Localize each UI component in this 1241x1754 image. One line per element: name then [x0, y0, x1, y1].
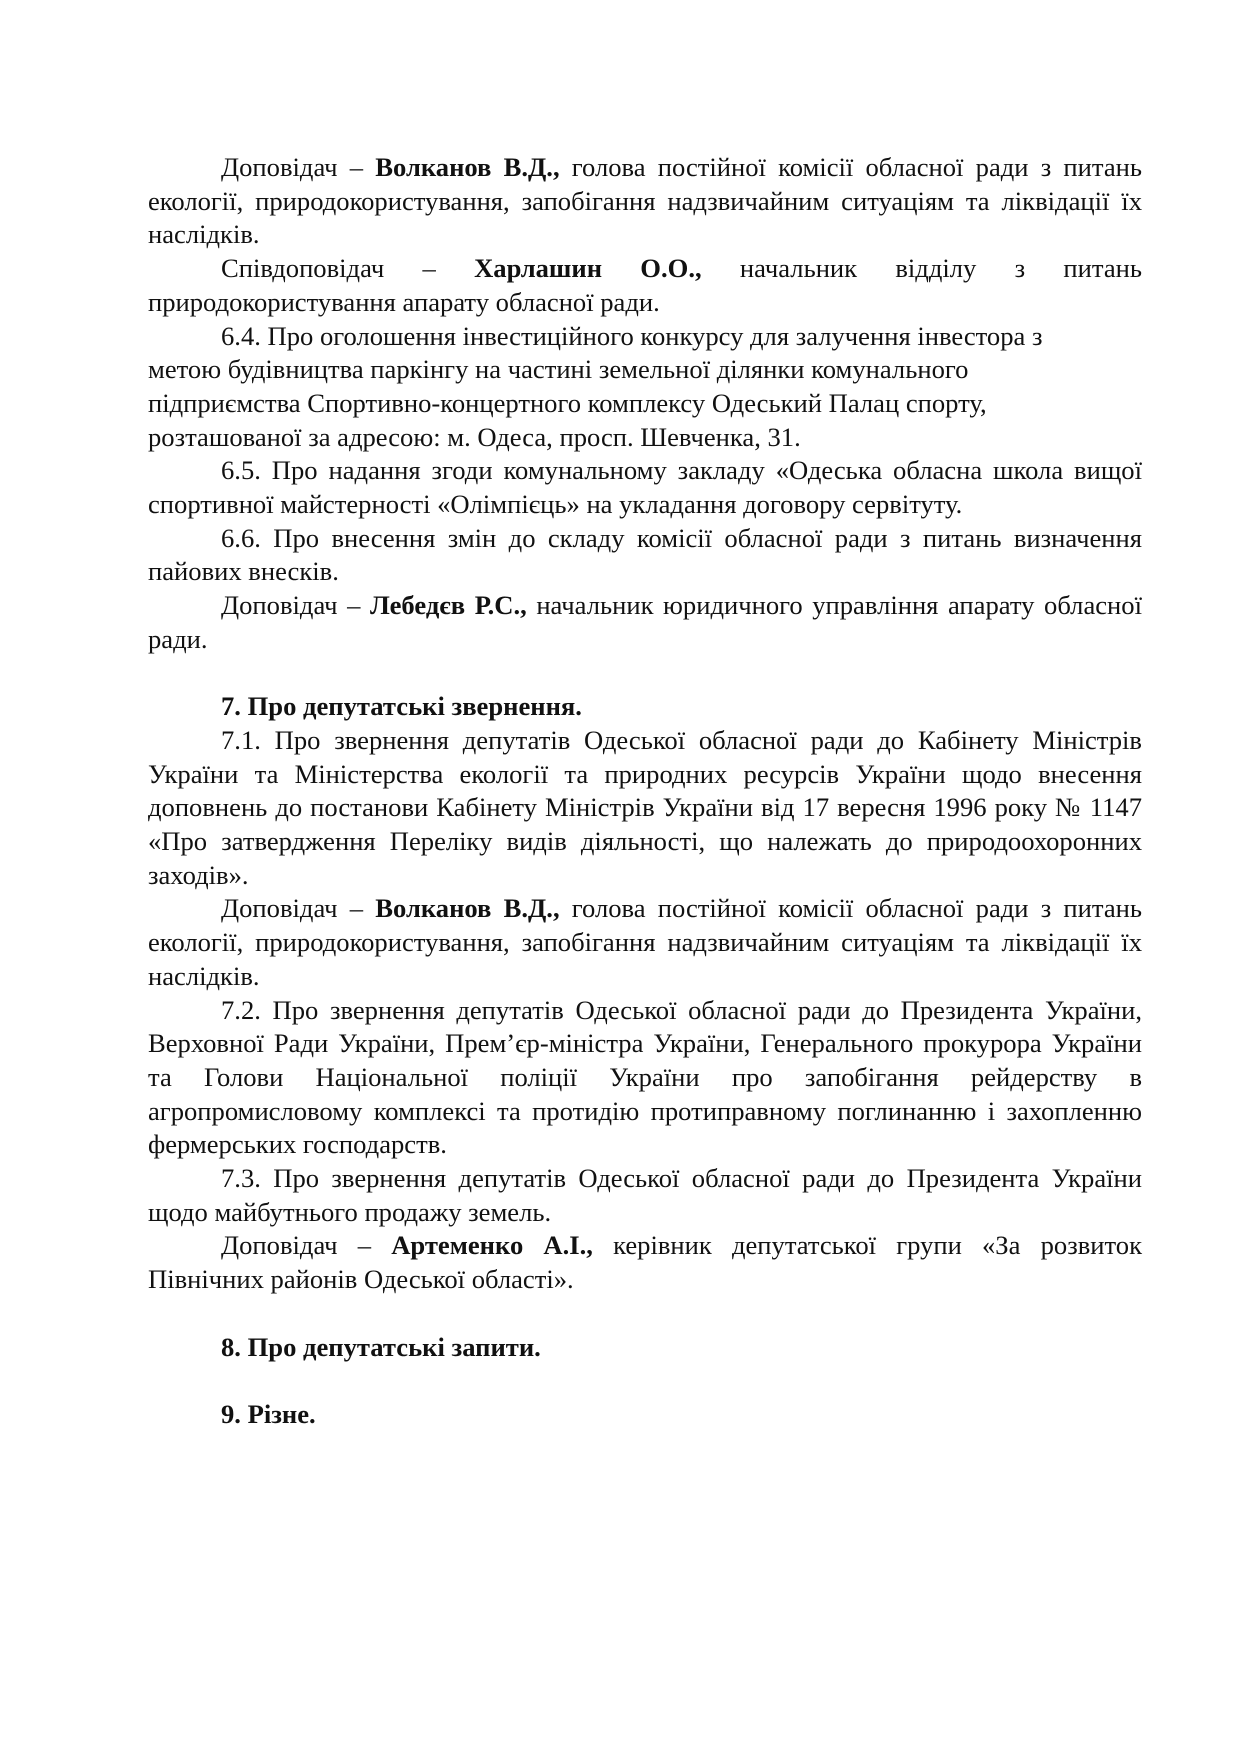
speaker-prefix: Доповідач –	[221, 152, 376, 182]
speaker-name: Волканов В.Д.,	[375, 893, 560, 924]
speaker-name: Волканов В.Д.,	[375, 152, 560, 182]
speaker-role: голова постійної комісії обласної ради з питань екології, природокористування, запобігання надзвичайним ситуаціям та ліквідації їх наслідків.	[148, 152, 1142, 250]
agenda-item-6-6: 6.6. Про внесення змін до складу комісії обласної ради з питань визначення пайових внесків.	[148, 522, 1142, 587]
section-heading-7: 7. Про депутатські звернення.	[221, 691, 582, 722]
section-heading-8: 8. Про депутатські запити.	[221, 1331, 541, 1362]
speaker-paragraph-lebediev	[148, 589, 1142, 656]
speaker-role: керівник депутатської групи «За розвиток Північних районів Одеської області».	[148, 1230, 1142, 1295]
agenda-item-line: метою будівництва паркінгу на частині земельної ділянки комунального	[148, 354, 969, 385]
speaker-prefix: Доповідач –	[221, 1230, 392, 1261]
speaker-prefix: Співдоповідач –	[221, 253, 475, 284]
agenda-item-7-2: 7.2. Про звернення депутатів Одеської обласної ради до Президента України, Верховної Ради України, Прем’єр-міністра України, Генерального прокурора України та Голови Національної поліції України про запобігання рейдерству в агропромисловому комплексі та протидію протиправному поглинанню і захопленню фермерських господарств.	[148, 994, 1142, 1160]
agenda-item-6-4	[148, 320, 1142, 455]
agenda-item-6-5: 6.5. Про надання згоди комунальному закладу «Одеська обласна школа вищої спортивної майстерності «Олімпієць» на укладання договору сервітуту.	[148, 455, 1142, 520]
spacer	[148, 1297, 1142, 1331]
co-speaker-paragraph-kharlashyn	[148, 252, 1142, 319]
agenda-item-line: розташованої за адресою: м. Одеса, просп. Шевченка, 31.	[148, 421, 801, 452]
agenda-item-line: 6.4. Про оголошення інвестиційного конкурсу для залучення інвестора з	[221, 320, 1043, 351]
spacer	[148, 1364, 1142, 1398]
speaker-name: Лебедєв Р.С.,	[369, 590, 527, 621]
agenda-item-line: підприємства Спортивно-концертного комплексу Одеський Палац спорту,	[148, 387, 987, 418]
section-heading-9: 9. Різне.	[221, 1398, 316, 1429]
spacer	[148, 657, 1142, 691]
speaker-paragraph-artemenko	[148, 1229, 1142, 1296]
speaker-prefix: Доповідач –	[221, 590, 370, 621]
agenda-item-7-3: 7.3. Про звернення депутатів Одеської обласної ради до Президента України щодо майбутнього продажу земель.	[148, 1163, 1142, 1227]
speaker-role: голова постійної комісії обласної ради з питань екології, природокористування, запобігання надзвичайним ситуаціям та ліквідації їх наслідків.	[148, 893, 1142, 991]
speaker-name: Артеменко А.І.,	[391, 1230, 593, 1261]
speaker-name: Харлашин О.О.,	[474, 253, 702, 284]
speaker-paragraph-volkanov	[148, 151, 1142, 252]
speaker-paragraph-volkanov-2	[148, 892, 1142, 993]
speaker-role: начальник юридичного управління апарату обласної ради.	[148, 590, 1142, 654]
document-page	[148, 151, 1142, 1432]
agenda-item-7-1: 7.1. Про звернення депутатів Одеської обласної ради до Кабінету Міністрів України та Міністерства екології та природних ресурсів України щодо внесення доповнень до постанови Кабінету Міністрів України від 17 вересня 1996 року № 1147 «Про затвердження Переліку видів діяльності, що належать до природоохоронних заходів».	[148, 724, 1142, 890]
speaker-prefix: Доповідач –	[221, 893, 376, 924]
speaker-role: начальник відділу з питань природокористування апарату обласної ради.	[148, 253, 1142, 317]
